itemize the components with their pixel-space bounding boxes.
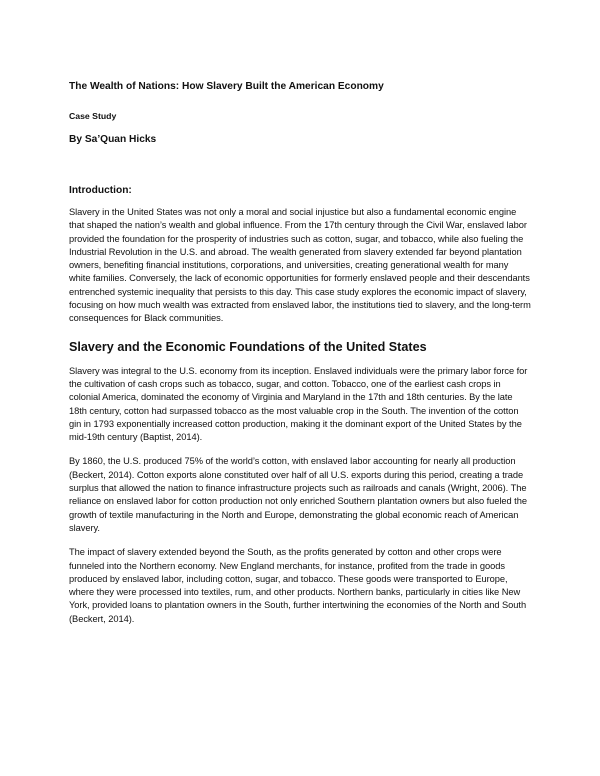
section-heading: Slavery and the Economic Foundations of the United States [69,339,427,354]
page-content [69,80,531,626]
document-author: By Sa’Quan Hicks [69,134,157,145]
section-paragraph-1: Slavery was integral to the U.S. economy from its inception. Enslaved individuals were the primary labor force for the cultivation of cash crops such as tobacco, sugar, and cotton. Tobacco, one of the earliest cash crops in colonial America, dominated the economy of Virginia and Maryland in the 17th and 18th centuries. By the late 18th century, cotton had surpassed tobacco as the most valuable crop in the South. The invention of the cotton gin in 1793 exponentially increased cotton production, making it the dominant export of the United States by the mid-19th century (Baptist, 2014). [69,365,528,443]
introduction-paragraph: Slavery in the United States was not only a moral and social injustice but also a fundamental economic engine that shaped the nation’s wealth and global influence. From the 17th century through the Civil War, enslaved labor provided the foundation for the prosperity of industries such as cotton, sugar, and tobacco, while also fueling the Industrial Revolution in the U.S. and abroad. The wealth generated from slavery extended far beyond plantation owners, benefiting financial institutions, corporations, and universities, creating generational wealth for many white families. Conversely, the lack of economic opportunities for formerly enslaved people and their descendants entrenched systemic inequality that persists to this day. This case study explores the economic impact of slavery, focusing on how much wealth was extracted from enslaved labor, the institutions tied to slavery, and the long-term consequences for Black communities. [69,207,531,324]
section-paragraph-3: The impact of slavery extended beyond the South, as the profits generated by cotton and other crops were funneled into the Northern economy. New England merchants, for instance, profited from the trade in goods produced by enslaved labor, including cotton, sugar, and tobacco. These goods were transported to Europe, where they were processed into textiles, rum, and other products. Northern banks, particularly in cities like New York, provided loans to plantation owners in the South, further intertwining the economies of the North and South (Beckert, 2014). [69,547,527,624]
introduction-heading: Introduction: [69,185,132,196]
document-type: Case Study [69,111,117,121]
document-title: The Wealth of Nations: How Slavery Built the American Economy [69,81,384,92]
section-paragraph-2: By 1860, the U.S. produced 75% of the world’s cotton, with enslaved labor accounting for nearly all production (Beckert, 2014). Cotton exports alone constituted over half of all U.S. exports during this period, creating a trade surplus that allowed the nation to finance infrastructure projects such as railroads and canals (Wright, 2006). The reliance on enslaved labor for cotton production not only enriched Southern plantation owners but also fueled the growth of textile manufacturing in the North and Europe, demonstrating the global economic reach of American slavery. [69,456,527,533]
